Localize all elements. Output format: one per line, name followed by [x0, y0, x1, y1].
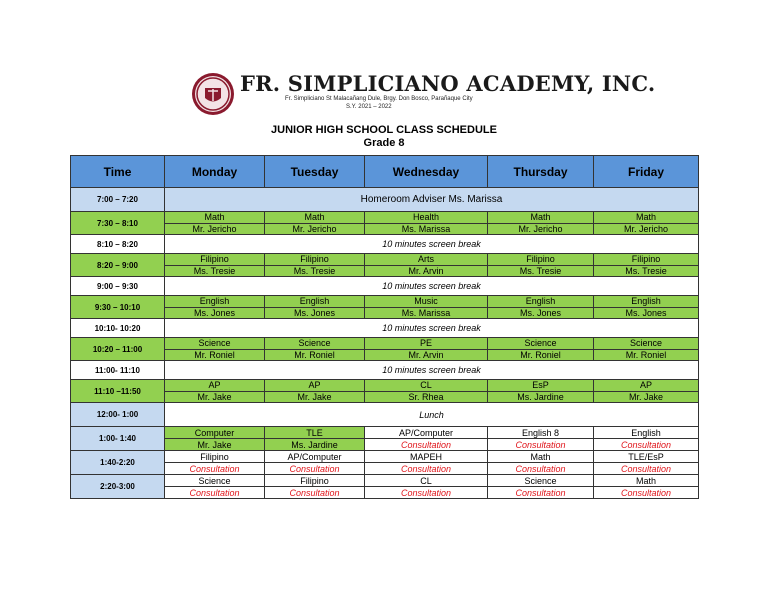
break-cell: 10 minutes screen break — [165, 235, 699, 254]
homeroom-cell: Homeroom Adviser Ms. Marissa — [165, 188, 699, 212]
time-cell: 1:00- 1:40 — [71, 427, 165, 451]
period-row-4 — [71, 338, 699, 361]
consultation-label: Consultation — [165, 486, 264, 498]
class-cell — [488, 451, 594, 475]
subject-label: Math — [165, 212, 264, 223]
schedule-title: JUNIOR HIGH SCHOOL CLASS SCHEDULE — [271, 124, 497, 136]
subject-label: Math — [594, 475, 698, 486]
subject-label: AP — [265, 380, 364, 391]
break-cell: 10 minutes screen break — [165, 277, 699, 296]
subject-label: Filipino — [265, 475, 364, 486]
consultation-label: Consultation — [365, 486, 487, 498]
class-cell — [165, 475, 265, 499]
subject-label: AP/Computer — [265, 451, 364, 462]
header-friday: Friday — [594, 156, 699, 188]
subject-label: English — [265, 296, 364, 307]
break-row — [71, 277, 699, 296]
teacher-label: Ms. Jones — [488, 307, 593, 319]
consultation-label: Consultation — [165, 462, 264, 474]
class-cell — [265, 380, 365, 403]
header-wednesday: Wednesday — [365, 156, 488, 188]
subject-label: English — [594, 427, 698, 438]
teacher-label: Ms. Jones — [265, 307, 364, 319]
subject-label: Filipino — [165, 451, 264, 462]
consultation-label: Consultation — [488, 438, 593, 450]
class-cell — [265, 427, 365, 451]
teacher-label: Ms. Jardine — [488, 391, 593, 403]
time-cell: 10:20 – 11:00 — [71, 338, 165, 361]
subject-label: EsP — [488, 380, 593, 391]
break-row — [71, 235, 699, 254]
teacher-label: Ms. Tresie — [165, 265, 264, 277]
class-cell — [594, 296, 699, 319]
teacher-label: Mr. Roniel — [265, 349, 364, 361]
subject-label: Science — [488, 338, 593, 349]
homeroom-row — [71, 188, 699, 212]
class-cell — [365, 380, 488, 403]
time-cell: 9:00 – 9:30 — [71, 277, 165, 296]
school-name: FR. SIMPLICIANO ACADEMY, INC. — [240, 71, 656, 96]
teacher-label: Mr. Jericho — [594, 223, 698, 235]
time-cell: 2:20-3:00 — [71, 475, 165, 499]
class-cell — [594, 451, 699, 475]
class-cell — [365, 212, 488, 235]
class-cell — [488, 254, 594, 277]
teacher-label: Ms. Jones — [165, 307, 264, 319]
class-cell — [265, 475, 365, 499]
break-cell: 10 minutes screen break — [165, 361, 699, 380]
teacher-label: Mr. Roniel — [488, 349, 593, 361]
teacher-label: Ms. Marissa — [365, 307, 487, 319]
class-cell — [488, 475, 594, 499]
subject-label: AP/Computer — [365, 427, 487, 438]
time-cell: 8:20 – 9:00 — [71, 254, 165, 277]
consultation-label: Consultation — [265, 486, 364, 498]
consultation-label: Consultation — [265, 462, 364, 474]
class-cell — [365, 451, 488, 475]
subject-label: MAPEH — [365, 451, 487, 462]
class-cell — [165, 427, 265, 451]
subject-label: Math — [488, 212, 593, 223]
subject-label: Arts — [365, 254, 487, 265]
teacher-label: Mr. Jake — [165, 391, 264, 403]
class-schedule-table — [70, 155, 699, 499]
class-cell — [488, 296, 594, 319]
subject-label: Music — [365, 296, 487, 307]
class-cell — [488, 338, 594, 361]
teacher-label: Ms. Tresie — [594, 265, 698, 277]
school-header — [0, 68, 768, 118]
subject-label: CL — [365, 475, 487, 486]
school-address: Fr. Simpliciano St Malacañang Dule, Brgy. Don Bosco, Parañaque City — [285, 96, 473, 102]
lunch-cell: Lunch — [165, 403, 699, 427]
subject-label: Math — [488, 451, 593, 462]
consultation-label: Consultation — [365, 438, 487, 450]
period-row-8 — [71, 475, 699, 499]
class-cell — [488, 380, 594, 403]
class-cell — [265, 338, 365, 361]
consultation-label: Consultation — [488, 462, 593, 474]
class-cell — [488, 427, 594, 451]
consultation-label: Consultation — [365, 462, 487, 474]
school-year: S.Y. 2021 – 2022 — [346, 104, 392, 110]
teacher-label: Ms. Tresie — [265, 265, 364, 277]
time-cell: 9:30 – 10:10 — [71, 296, 165, 319]
time-cell: 8:10 – 8:20 — [71, 235, 165, 254]
subject-label: Math — [265, 212, 364, 223]
consultation-label: Consultation — [488, 486, 593, 498]
time-cell: 1:40-2:20 — [71, 451, 165, 475]
teacher-label: Mr. Roniel — [165, 349, 264, 361]
break-cell: 10 minutes screen break — [165, 319, 699, 338]
school-seal-logo — [191, 72, 235, 116]
period-row-3 — [71, 296, 699, 319]
class-cell — [165, 296, 265, 319]
class-cell — [165, 338, 265, 361]
consultation-label: Consultation — [594, 462, 698, 474]
header-thursday: Thursday — [488, 156, 594, 188]
subject-label: English — [165, 296, 264, 307]
class-cell — [365, 296, 488, 319]
teacher-label: Mr. Jericho — [265, 223, 364, 235]
subject-label: Science — [165, 475, 264, 486]
teacher-label: Mr. Jake — [594, 391, 698, 403]
period-row-6 — [71, 427, 699, 451]
period-row-5 — [71, 380, 699, 403]
subject-label: Filipino — [594, 254, 698, 265]
break-row — [71, 361, 699, 380]
subject-label: AP — [165, 380, 264, 391]
class-cell — [365, 338, 488, 361]
subject-label: Science — [488, 475, 593, 486]
lunch-row — [71, 403, 699, 427]
subject-label: Health — [365, 212, 487, 223]
consultation-label: Consultation — [594, 438, 698, 450]
teacher-label: Mr. Jericho — [165, 223, 264, 235]
time-cell: 12:00- 1:00 — [71, 403, 165, 427]
time-cell: 10:10- 10:20 — [71, 319, 165, 338]
class-cell — [265, 296, 365, 319]
class-cell — [594, 427, 699, 451]
period-row-1 — [71, 212, 699, 235]
class-cell — [365, 475, 488, 499]
teacher-label: Ms. Jones — [594, 307, 698, 319]
header-monday: Monday — [165, 156, 265, 188]
teacher-label: Mr. Arvin — [365, 265, 487, 277]
teacher-label: Ms. Tresie — [488, 265, 593, 277]
class-cell — [165, 254, 265, 277]
teacher-label: Mr. Jake — [165, 438, 264, 450]
subject-label: TLE/EsP — [594, 451, 698, 462]
header-row — [71, 156, 699, 188]
subject-label: Filipino — [165, 254, 264, 265]
class-cell — [594, 212, 699, 235]
grade-label: Grade 8 — [363, 137, 405, 149]
class-cell — [594, 380, 699, 403]
class-cell — [265, 451, 365, 475]
class-cell — [165, 451, 265, 475]
subject-label: Science — [594, 338, 698, 349]
subject-label: Science — [165, 338, 264, 349]
class-cell — [265, 254, 365, 277]
class-cell — [594, 338, 699, 361]
subject-label: Math — [594, 212, 698, 223]
period-row-7 — [71, 451, 699, 475]
time-cell: 7:00 – 7:20 — [71, 188, 165, 212]
subject-label: PE — [365, 338, 487, 349]
header-time: Time — [71, 156, 165, 188]
subject-label: English 8 — [488, 427, 593, 438]
header-tuesday: Tuesday — [265, 156, 365, 188]
teacher-label: Ms. Marissa — [365, 223, 487, 235]
subject-label: AP — [594, 380, 698, 391]
subject-label: Computer — [165, 427, 264, 438]
subject-label: Filipino — [265, 254, 364, 265]
class-cell — [165, 380, 265, 403]
class-cell — [365, 254, 488, 277]
class-cell — [594, 475, 699, 499]
period-row-2 — [71, 254, 699, 277]
time-cell: 11:10 –11:50 — [71, 380, 165, 403]
class-cell — [365, 427, 488, 451]
consultation-label: Consultation — [594, 486, 698, 498]
teacher-label: Sr. Rhea — [365, 391, 487, 403]
subject-label: CL — [365, 380, 487, 391]
time-cell: 11:00- 11:10 — [71, 361, 165, 380]
teacher-label: Mr. Roniel — [594, 349, 698, 361]
break-row — [71, 319, 699, 338]
class-cell — [165, 212, 265, 235]
time-cell: 7:30 – 8:10 — [71, 212, 165, 235]
class-cell — [265, 212, 365, 235]
teacher-label: Mr. Jake — [265, 391, 364, 403]
subject-label: Science — [265, 338, 364, 349]
class-cell — [594, 254, 699, 277]
subject-label: TLE — [265, 427, 364, 438]
subject-label: Filipino — [488, 254, 593, 265]
teacher-label: Ms. Jardine — [265, 438, 364, 450]
subject-label: English — [594, 296, 698, 307]
class-cell — [488, 212, 594, 235]
subject-label: English — [488, 296, 593, 307]
teacher-label: Mr. Arvin — [365, 349, 487, 361]
teacher-label: Mr. Jericho — [488, 223, 593, 235]
